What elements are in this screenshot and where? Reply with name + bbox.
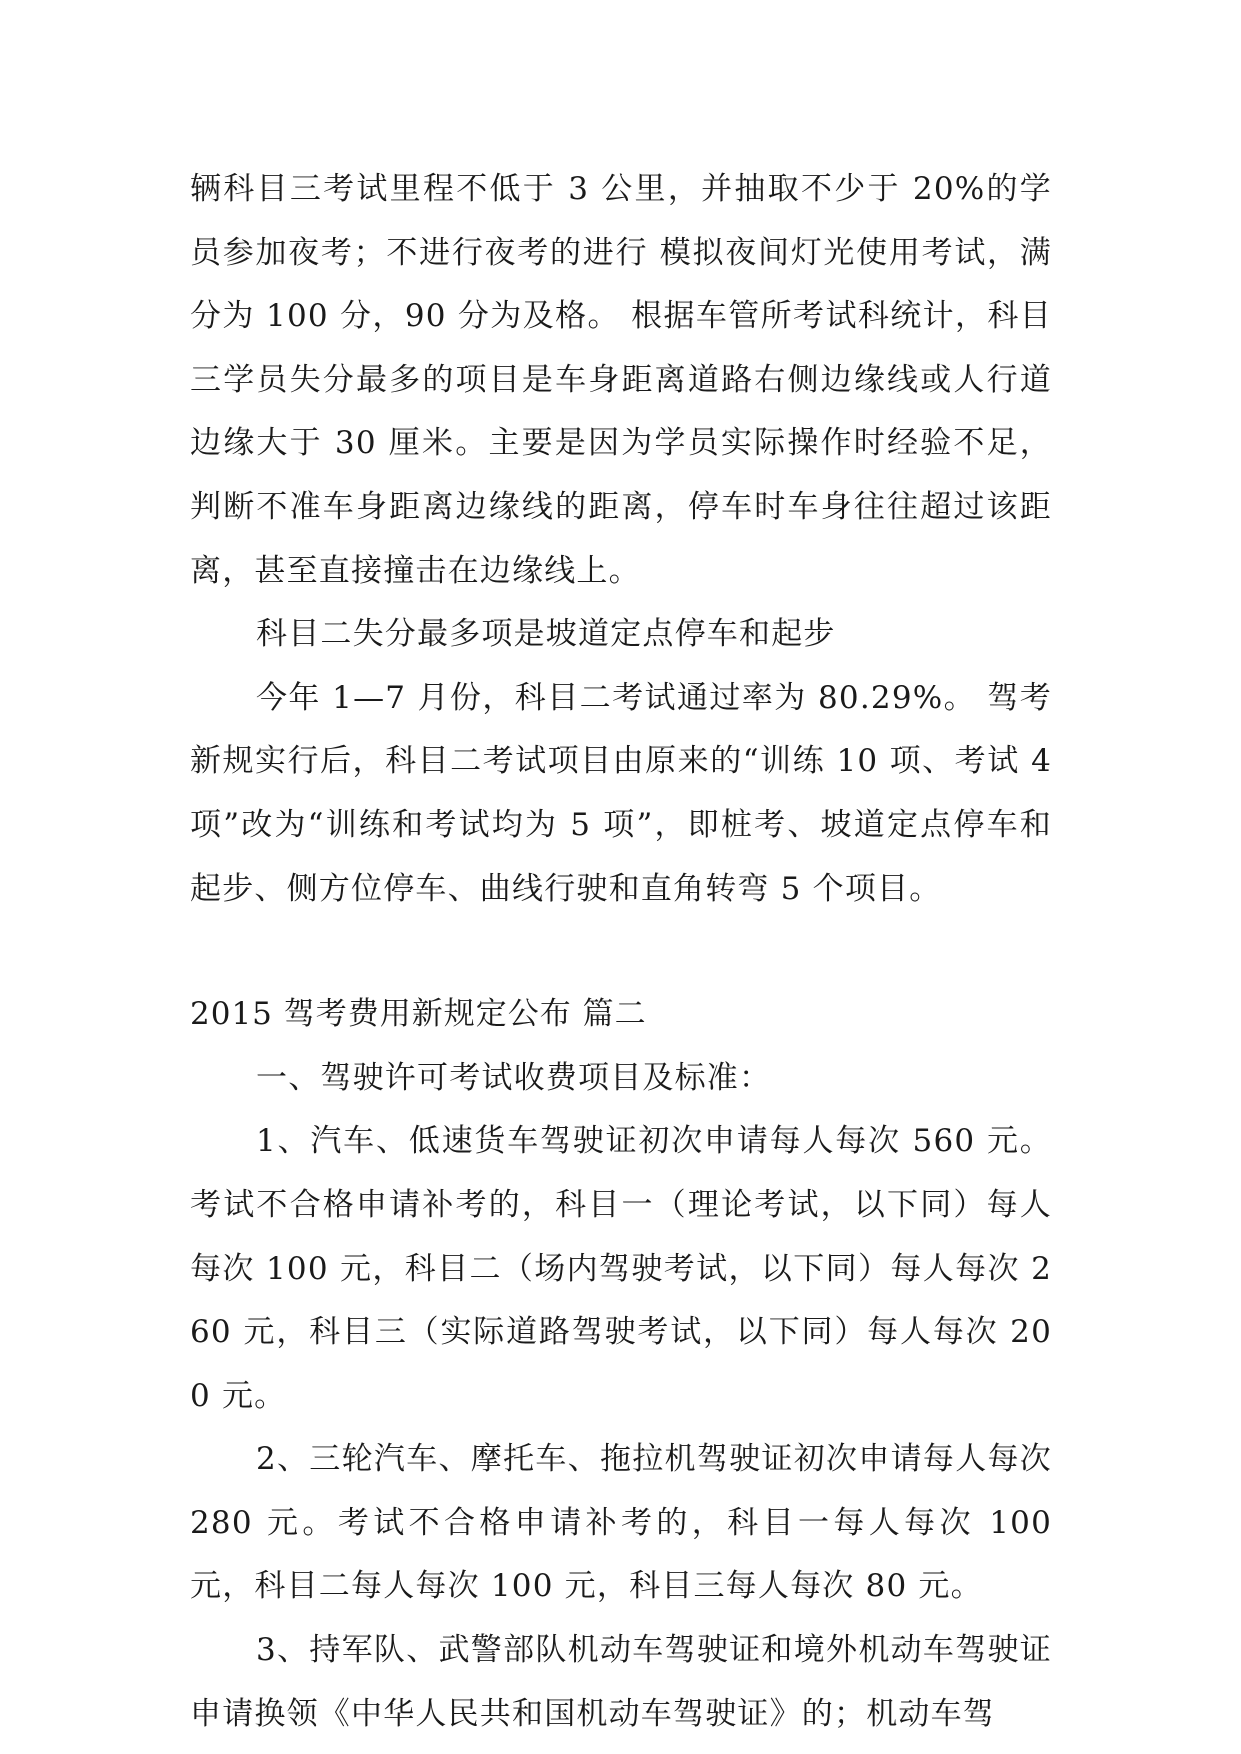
section-title: 2015 驾考费用新规定公布 篇二: [190, 996, 647, 1033]
paragraph-fee-items-heading: 一、驾驶许可考试收费项目及标准：: [256, 1059, 772, 1096]
document-body: [190, 158, 1052, 1746]
paragraph-fee-item-2: 2、三轮汽车、摩托车、拖拉机驾驶证初次申请每人每次 280 元。考试不合格申请补考的，科目一每人每次 100 元，科目二每人每次 100 元，科目三每人每次 80 元。: [190, 1441, 1052, 1605]
paragraph-subject-three-continued: 辆科目三考试里程不低于 3 公里，并抽取不少于 20%的学员参加夜考；不进行夜考的进行 模拟夜间灯光使用考试，满分为 100 分，90 分为及格。 根据车管所考试科统计，科目三学员失分最多的项目是车身距离道路右侧边缘线或人行道边缘大于 30 厘米。主要是因为学员实际操作时经验不足，判断不准车身距离边缘线的距离，停车时车身往往超过该距离，甚至直接撞击在边缘线上。: [190, 171, 1052, 589]
paragraph-subject-two-heading: 科目二失分最多项是坡道定点停车和起步: [256, 616, 836, 653]
paragraph-subject-two-pass-rate: 今年 1—7 月份，科目二考试通过率为 80.29%。 驾考新规实行后，科目二考试项目由原来的“训练 10 项、考试 4 项”改为“训练和考试均为 5 项”，即桩考、坡道定点停车和起步、侧方位停车、曲线行驶和直角转弯 5 个项目。: [190, 679, 1052, 907]
paragraph-fee-item-3: 3、持军队、武警部队机动车驾驶证和境外机动车驾驶证申请换领《中华人民共和国机动车驾驶证》的；机动车驾: [190, 1632, 1052, 1732]
section-spacer: [190, 921, 1052, 983]
paragraph-fee-item-1: 1、汽车、低速货车驾驶证初次申请每人每次 560 元。考试不合格申请补考的，科目一（理论考试，以下同）每人每次 100 元，科目二（场内驾驶考试，以下同）每人每次 260 元，科目三（实际道路驾驶考试，以下同）每人每次 200 元。: [190, 1123, 1052, 1414]
